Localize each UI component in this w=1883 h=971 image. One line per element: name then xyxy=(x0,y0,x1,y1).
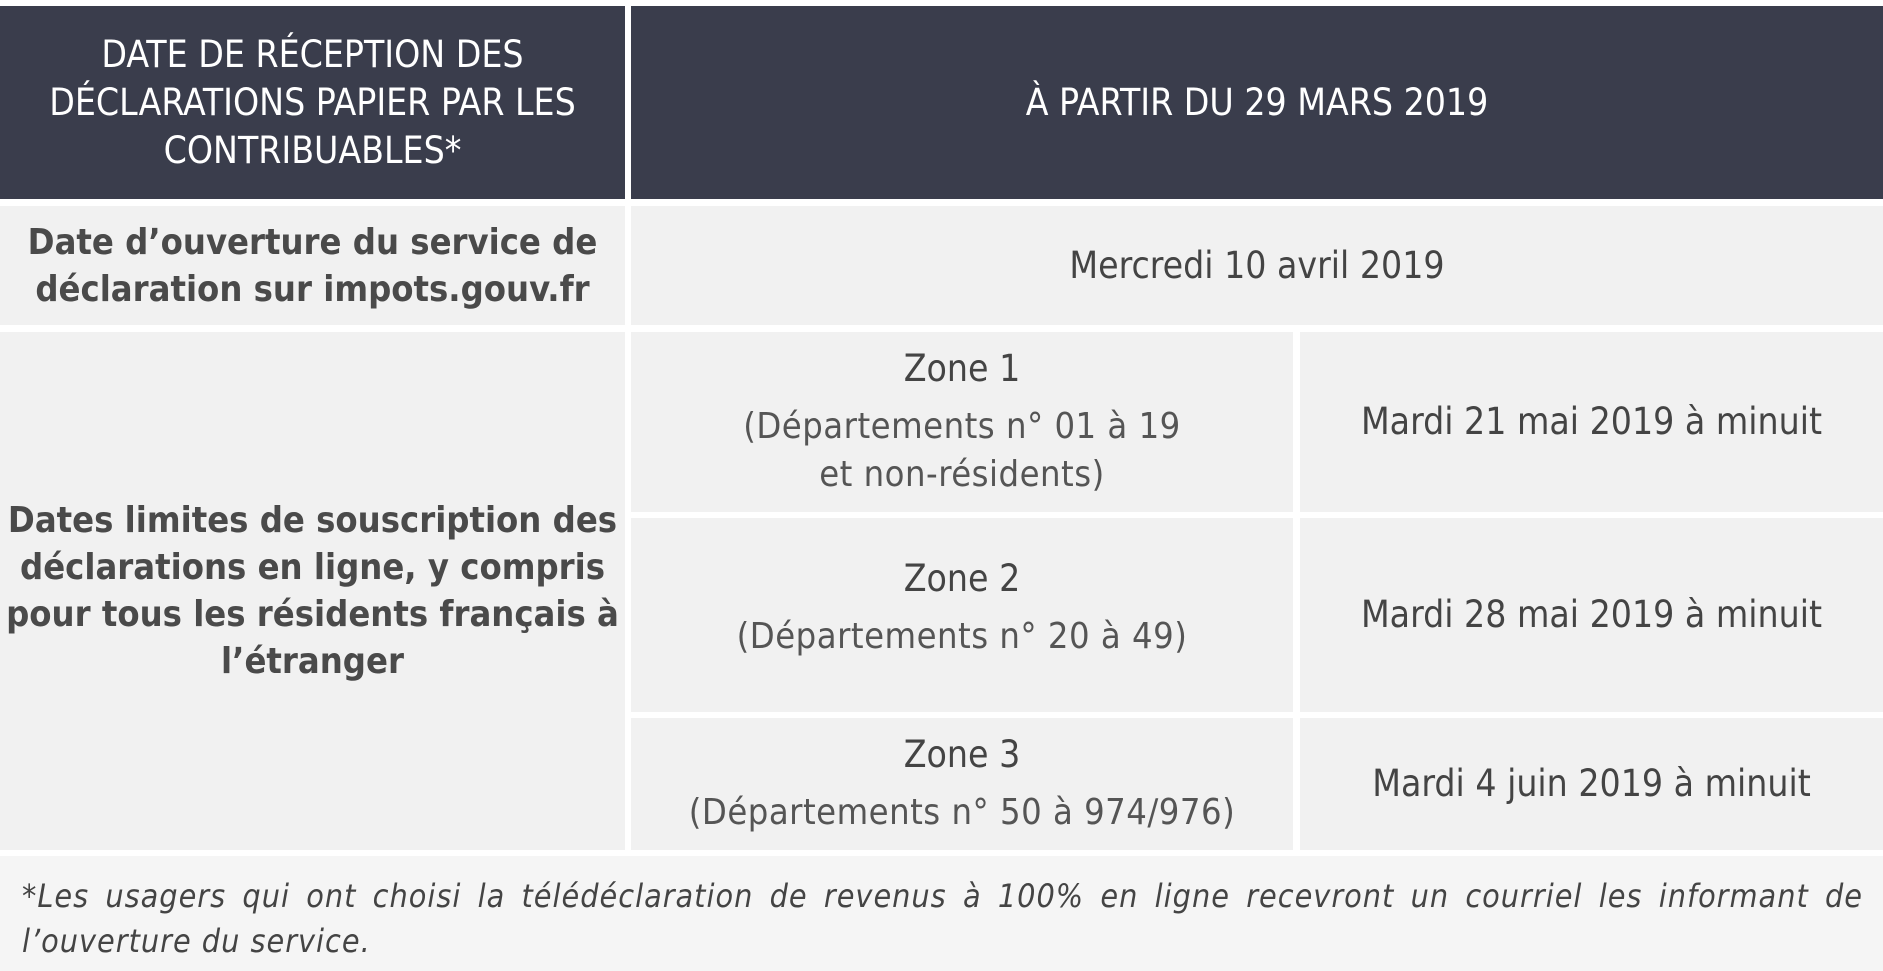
opening-label-cell xyxy=(0,206,625,325)
opening-label-line: déclaration sur impots.gouv.fr xyxy=(35,268,590,310)
opening-value-cell xyxy=(631,206,1883,325)
zone-2-date: Mardi 28 mai 2019 à minuit xyxy=(1360,593,1823,636)
deadlines-label-line: Dates limites de souscription des xyxy=(7,500,618,541)
header-left-text xyxy=(49,31,575,175)
zone-2-date-cell xyxy=(1300,518,1883,712)
footnote: *Les usagers qui ont choisi la télédéclaration de revenus à 100% en ligne recevront un courriel les informant de l’ouverture du service. xyxy=(0,856,1883,971)
header-left-cell xyxy=(0,6,625,199)
zone-2-detail: (Départements n° 20 à 49) xyxy=(736,616,1188,657)
zone-3-date-cell xyxy=(1300,718,1883,850)
deadlines-label-line: pour tous les résidents français à xyxy=(6,594,619,635)
deadlines-label-line: déclarations en ligne, y compris xyxy=(20,547,605,588)
zone-1-detail: (Départements n° 01 à 19 xyxy=(743,406,1181,447)
deadlines-label-cell xyxy=(0,332,625,850)
zone-3-detail: (Départements n° 50 à 974/976) xyxy=(688,792,1236,833)
opening-label-text xyxy=(28,219,598,313)
zone-2-title: Zone 2 xyxy=(903,557,1021,600)
zone-3-cell xyxy=(631,718,1293,850)
header-right-cell xyxy=(631,6,1883,199)
zone-1-date: Mardi 21 mai 2019 à minuit xyxy=(1360,400,1823,443)
zone-3-date: Mardi 4 juin 2019 à minuit xyxy=(1372,762,1811,805)
zone-1-title: Zone 1 xyxy=(903,347,1021,390)
zone-3-title: Zone 3 xyxy=(903,733,1021,776)
zone-1-cell xyxy=(631,332,1293,512)
deadlines-label-line: l’étranger xyxy=(221,641,404,682)
header-right-text: À PARTIR DU 29 MARS 2019 xyxy=(1025,80,1489,124)
opening-value: Mercredi 10 avril 2019 xyxy=(1069,243,1445,287)
zone-1-date-cell xyxy=(1300,332,1883,512)
header-left-line: DÉCLARATIONS PAPIER PAR LES xyxy=(49,80,576,124)
header-left-line: CONTRIBUABLES* xyxy=(163,128,462,172)
zone-2-cell xyxy=(631,518,1293,712)
deadlines-label-text xyxy=(6,497,619,685)
zone-1-detail: et non-résidents) xyxy=(819,454,1105,495)
header-left-line: DATE DE RÉCEPTION DES xyxy=(101,32,524,76)
opening-label-line: Date d’ouverture du service de xyxy=(27,221,598,263)
